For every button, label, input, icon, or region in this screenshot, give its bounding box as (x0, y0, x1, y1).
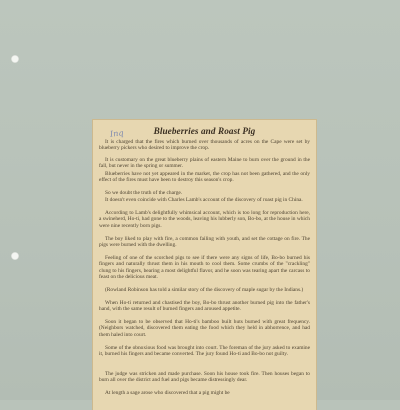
clipping-paragraph: Soon it began to be observed that Ho-ti's bamboo built huts burned with great frequency. (Neighbors watched, discovered them eating the food which they held in abhorrence, and had them haled into court. (99, 319, 310, 338)
clipping-paragraph: The boy liked to play with fire, a common failing with youth, and set the cottage on fire. The pigs were burned with the dwelling. (99, 236, 310, 249)
punch-hole (11, 252, 19, 260)
clipping-paragraph: At length a sage arose who discovered that a pig might be (105, 390, 230, 396)
punch-hole (11, 55, 19, 63)
clipping-paragraph: It doesn't even coincide with Charles Lamb's account of the discovery of roast pig in China. (105, 197, 303, 203)
clipping-paragraph: Blueberries have not yet appeared in the market, the crop has not been gathered, and the only effect of the fires must have been to destroy this season's crop. (99, 171, 310, 184)
newspaper-clipping (93, 120, 316, 410)
clipping-title: Blueberries and Roast Pig (153, 126, 256, 136)
handwritten-note: Inq (109, 128, 124, 139)
clipping-paragraph: It is customary on the great blueberry plains of eastern Maine to burn over the ground in the fall, but never in the spring or summer. (99, 157, 310, 170)
clipping-paragraph: (Rowland Robinson has told a similar story of the discovery of maple sugar by the Indians.) (105, 287, 304, 293)
clipping-paragraph: According to Lamb's delightfully whimsical account, which is too long for reproduction here, a swineherd, Ho-ti, had gone to the woods, leaving his lubberly son, Bo-bo, at the house in which were nine recently born pigs. (99, 210, 310, 229)
clipping-paragraph: It is charged that the fires which burned over thousands of acres on the Cape were set by blueberry pickers who desired to improve the crop. (99, 139, 310, 152)
clipping-paragraph: Feeling of one of the scorched pigs to see if there were any signs of life, Bo-bo burned his fingers and naturally thrust them in his mouth to cool them. Some crumbs of the "crackling" clung to his fingers, bearing a most delightful flavor, and he soon was tearing apart the carcass to feast on the delicious meat. (99, 255, 310, 281)
clipping-paragraph: So we doubt the truth of the charge. (105, 190, 183, 196)
clipping-paragraph: The judge was stricken and made purchase. Soon his house took fire. Then houses began to burn all over the district and fuel and pigs became distressingly dear. (99, 371, 310, 384)
clipping-paragraph: Some of the obnoxious food was brought into court. The foreman of the jury asked to examine it, burned his fingers and became converted. The jury found Ho-ti and Bo-bo not guilty. (99, 345, 310, 358)
clipping-paragraph: When Ho-ti returned and chastised the boy, Bo-bo thrust another burned pig into the father's hand, with the same result of burned fingers and aroused appetite. (99, 300, 310, 313)
